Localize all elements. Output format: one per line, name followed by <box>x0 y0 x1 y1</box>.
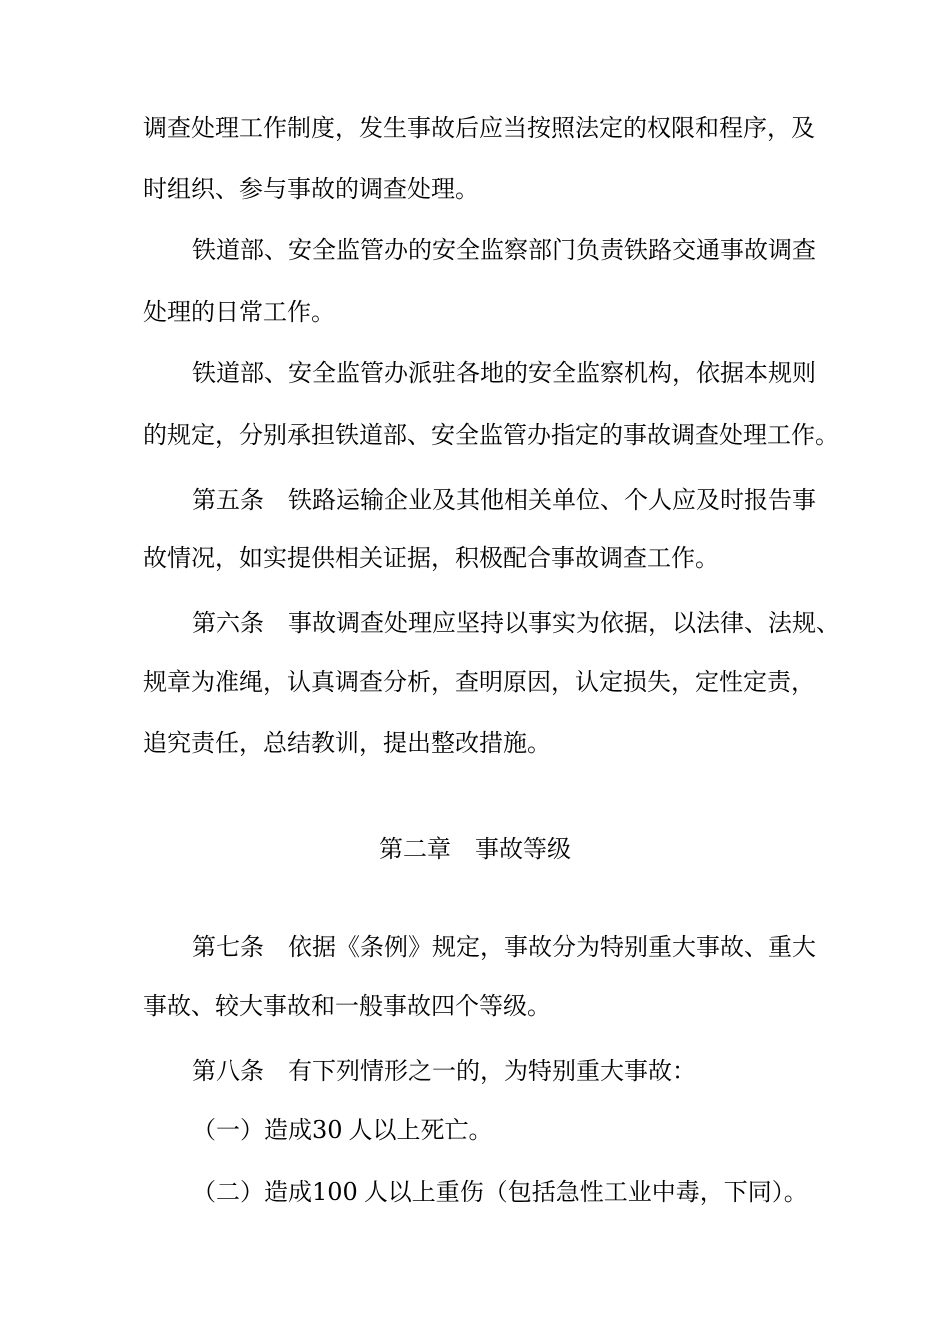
paragraph-line: 处理的日常工作。 <box>143 298 335 326</box>
article-label: 第八条 <box>192 1057 264 1085</box>
article-label: 第七条 <box>192 933 264 961</box>
article-5-line: 故情况，如实提供相关证据，积极配合事故调查工作。 <box>143 544 719 572</box>
article-text: 事故调查处理应坚持以事实为依据，以法律、法规、 <box>288 609 840 637</box>
article-7-line: 事故、较大事故和一般事故四个等级。 <box>143 992 551 1020</box>
article-8-line <box>192 1055 812 1087</box>
article-6-line: 规章为准绳，认真调查分析，查明原因，认定损失，定性定责， <box>143 668 815 696</box>
paragraph-line: 铁道部、安全监管办的安全监察部门负责铁路交通事故调查 <box>192 236 816 264</box>
article-7-line <box>192 931 816 963</box>
article-5-line <box>192 484 816 516</box>
paragraph-line: 调查处理工作制度，发生事故后应当按照法定的权限和程序，及 <box>143 114 815 142</box>
article-6-line: 追究责任，总结教训，提出整改措施。 <box>143 729 551 757</box>
chapter-title: 事故等级 <box>475 835 571 863</box>
article-text: 依据《条例》规定，事故分为特别重大事故、重大 <box>288 933 816 961</box>
chapter-heading <box>0 833 950 865</box>
article-6-line <box>192 607 840 639</box>
article-text: 铁路运输企业及其他相关单位、个人应及时报告事 <box>288 486 816 514</box>
list-item: （一）造成30 人以上死亡。 <box>192 1116 493 1144</box>
list-item: （二）造成100 人以上重伤（包括急性工业中毒，下同）。 <box>192 1178 808 1206</box>
article-text: 有下列情形之一的，为特别重大事故： <box>288 1057 696 1085</box>
chapter-number: 第二章 <box>379 835 451 863</box>
paragraph-line: 铁道部、安全监管办派驻各地的安全监察机构，依据本规则 <box>192 359 816 387</box>
item-number: 100 <box>312 1178 358 1206</box>
paragraph-line: 时组织、参与事故的调查处理。 <box>143 175 479 203</box>
item-number: 30 <box>312 1116 343 1144</box>
article-label: 第六条 <box>192 609 264 637</box>
paragraph-line: 的规定，分别承担铁道部、安全监管办指定的事故调查处理工作。 <box>143 421 839 449</box>
article-label: 第五条 <box>192 486 264 514</box>
